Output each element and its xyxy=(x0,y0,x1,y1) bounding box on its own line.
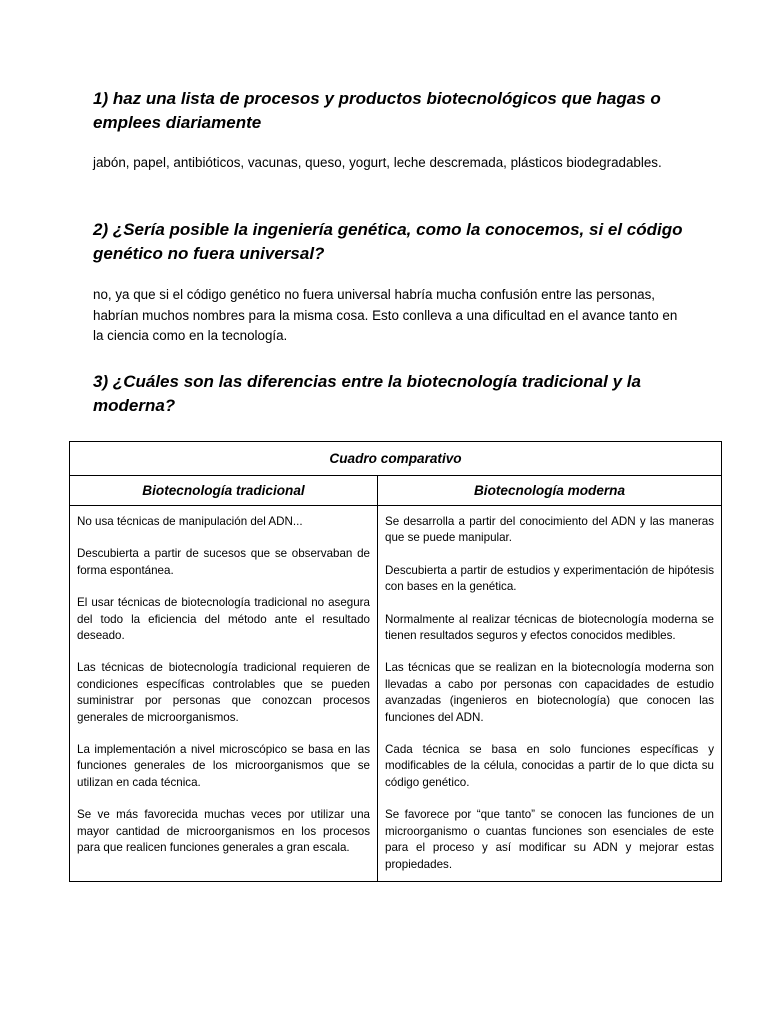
column-header-traditional: Biotecnología tradicional xyxy=(70,476,378,506)
question-2-heading: 2) ¿Sería posible la ingeniería genética, como la conocemos, si el código genético no fuera universal? xyxy=(93,220,683,263)
traditional-point: El usar técnicas de biotecnología tradicional no asegura del todo la eficiencia del método ante el resultado deseado. xyxy=(77,596,370,643)
column-header-modern: Biotecnología moderna xyxy=(378,476,722,506)
traditional-point: Se ve más favorecida muchas veces por utilizar una mayor cantidad de microorganismos en los procesos para que realicen funciones generales a gran escala. xyxy=(77,808,370,855)
modern-column xyxy=(378,506,722,882)
modern-point: Cada técnica se basa en solo funciones específicas y modificables de la célula, conocidas a partir de lo que dicta su código genético. xyxy=(385,743,714,789)
modern-point: Descubierta a partir de estudios y experimentación de hipótesis con bases en la genética. xyxy=(385,563,714,594)
answer-2-text: no, ya que si el código genético no fuera universal habría mucha confusión entre las personas, habrían muchos nombres para la misma cosa. Esto conlleva a una dificultad en el avance tanto en la ciencia como en la tecnología. xyxy=(93,287,678,343)
modern-point: Se favorece por “que tanto” se conocen las funciones de un microorganismo o cuantas funciones son esenciales de este para el proceso y así modificar su ADN y mejorar estas propiedades. xyxy=(385,808,714,871)
traditional-point: Las técnicas de biotecnología tradicional requieren de condiciones específicas controlables que se pueden suministrar por personas que conozcan procesos generales de microorganismos. xyxy=(77,661,370,724)
table-caption-row xyxy=(70,442,722,476)
modern-point: Las técnicas que se realizan en la biotecnología moderna son llevadas a cabo por personas con capacidades de estudio avanzadas (ingenieros en biotecnología) que conocen las funciones del ADN. xyxy=(385,661,714,724)
table-header-row xyxy=(70,476,722,506)
table-caption: Cuadro comparativo xyxy=(70,442,722,476)
answer-1-text: jabón, papel, antibióticos, vacunas, queso, yogurt, leche descremada, plásticos biodegradables. xyxy=(93,155,662,170)
table-body-row xyxy=(70,506,722,882)
traditional-column xyxy=(70,506,378,882)
comparison-table xyxy=(69,441,722,882)
traditional-point: La implementación a nivel microscópico se basa en las funciones generales de los microorganismos que se utilizan en cada técnica. xyxy=(77,743,370,789)
question-3-heading: 3) ¿Cuáles son las diferencias entre la biotecnología tradicional y la moderna? xyxy=(93,372,641,415)
modern-point: Normalmente al realizar técnicas de biotecnología moderna se tienen resultados seguros y efectos conocidos medibles. xyxy=(385,612,714,643)
question-1-heading: 1) haz una lista de procesos y productos biotecnológicos que hagas o emplees diariamente xyxy=(93,89,661,132)
traditional-point: Descubierta a partir de sucesos que se observaban de forma espontánea. xyxy=(77,547,370,577)
modern-point: Se desarrolla a partir del conocimiento del ADN y las maneras que se puede manipular. xyxy=(385,515,714,545)
traditional-point: No usa técnicas de manipulación del ADN... xyxy=(77,515,303,528)
